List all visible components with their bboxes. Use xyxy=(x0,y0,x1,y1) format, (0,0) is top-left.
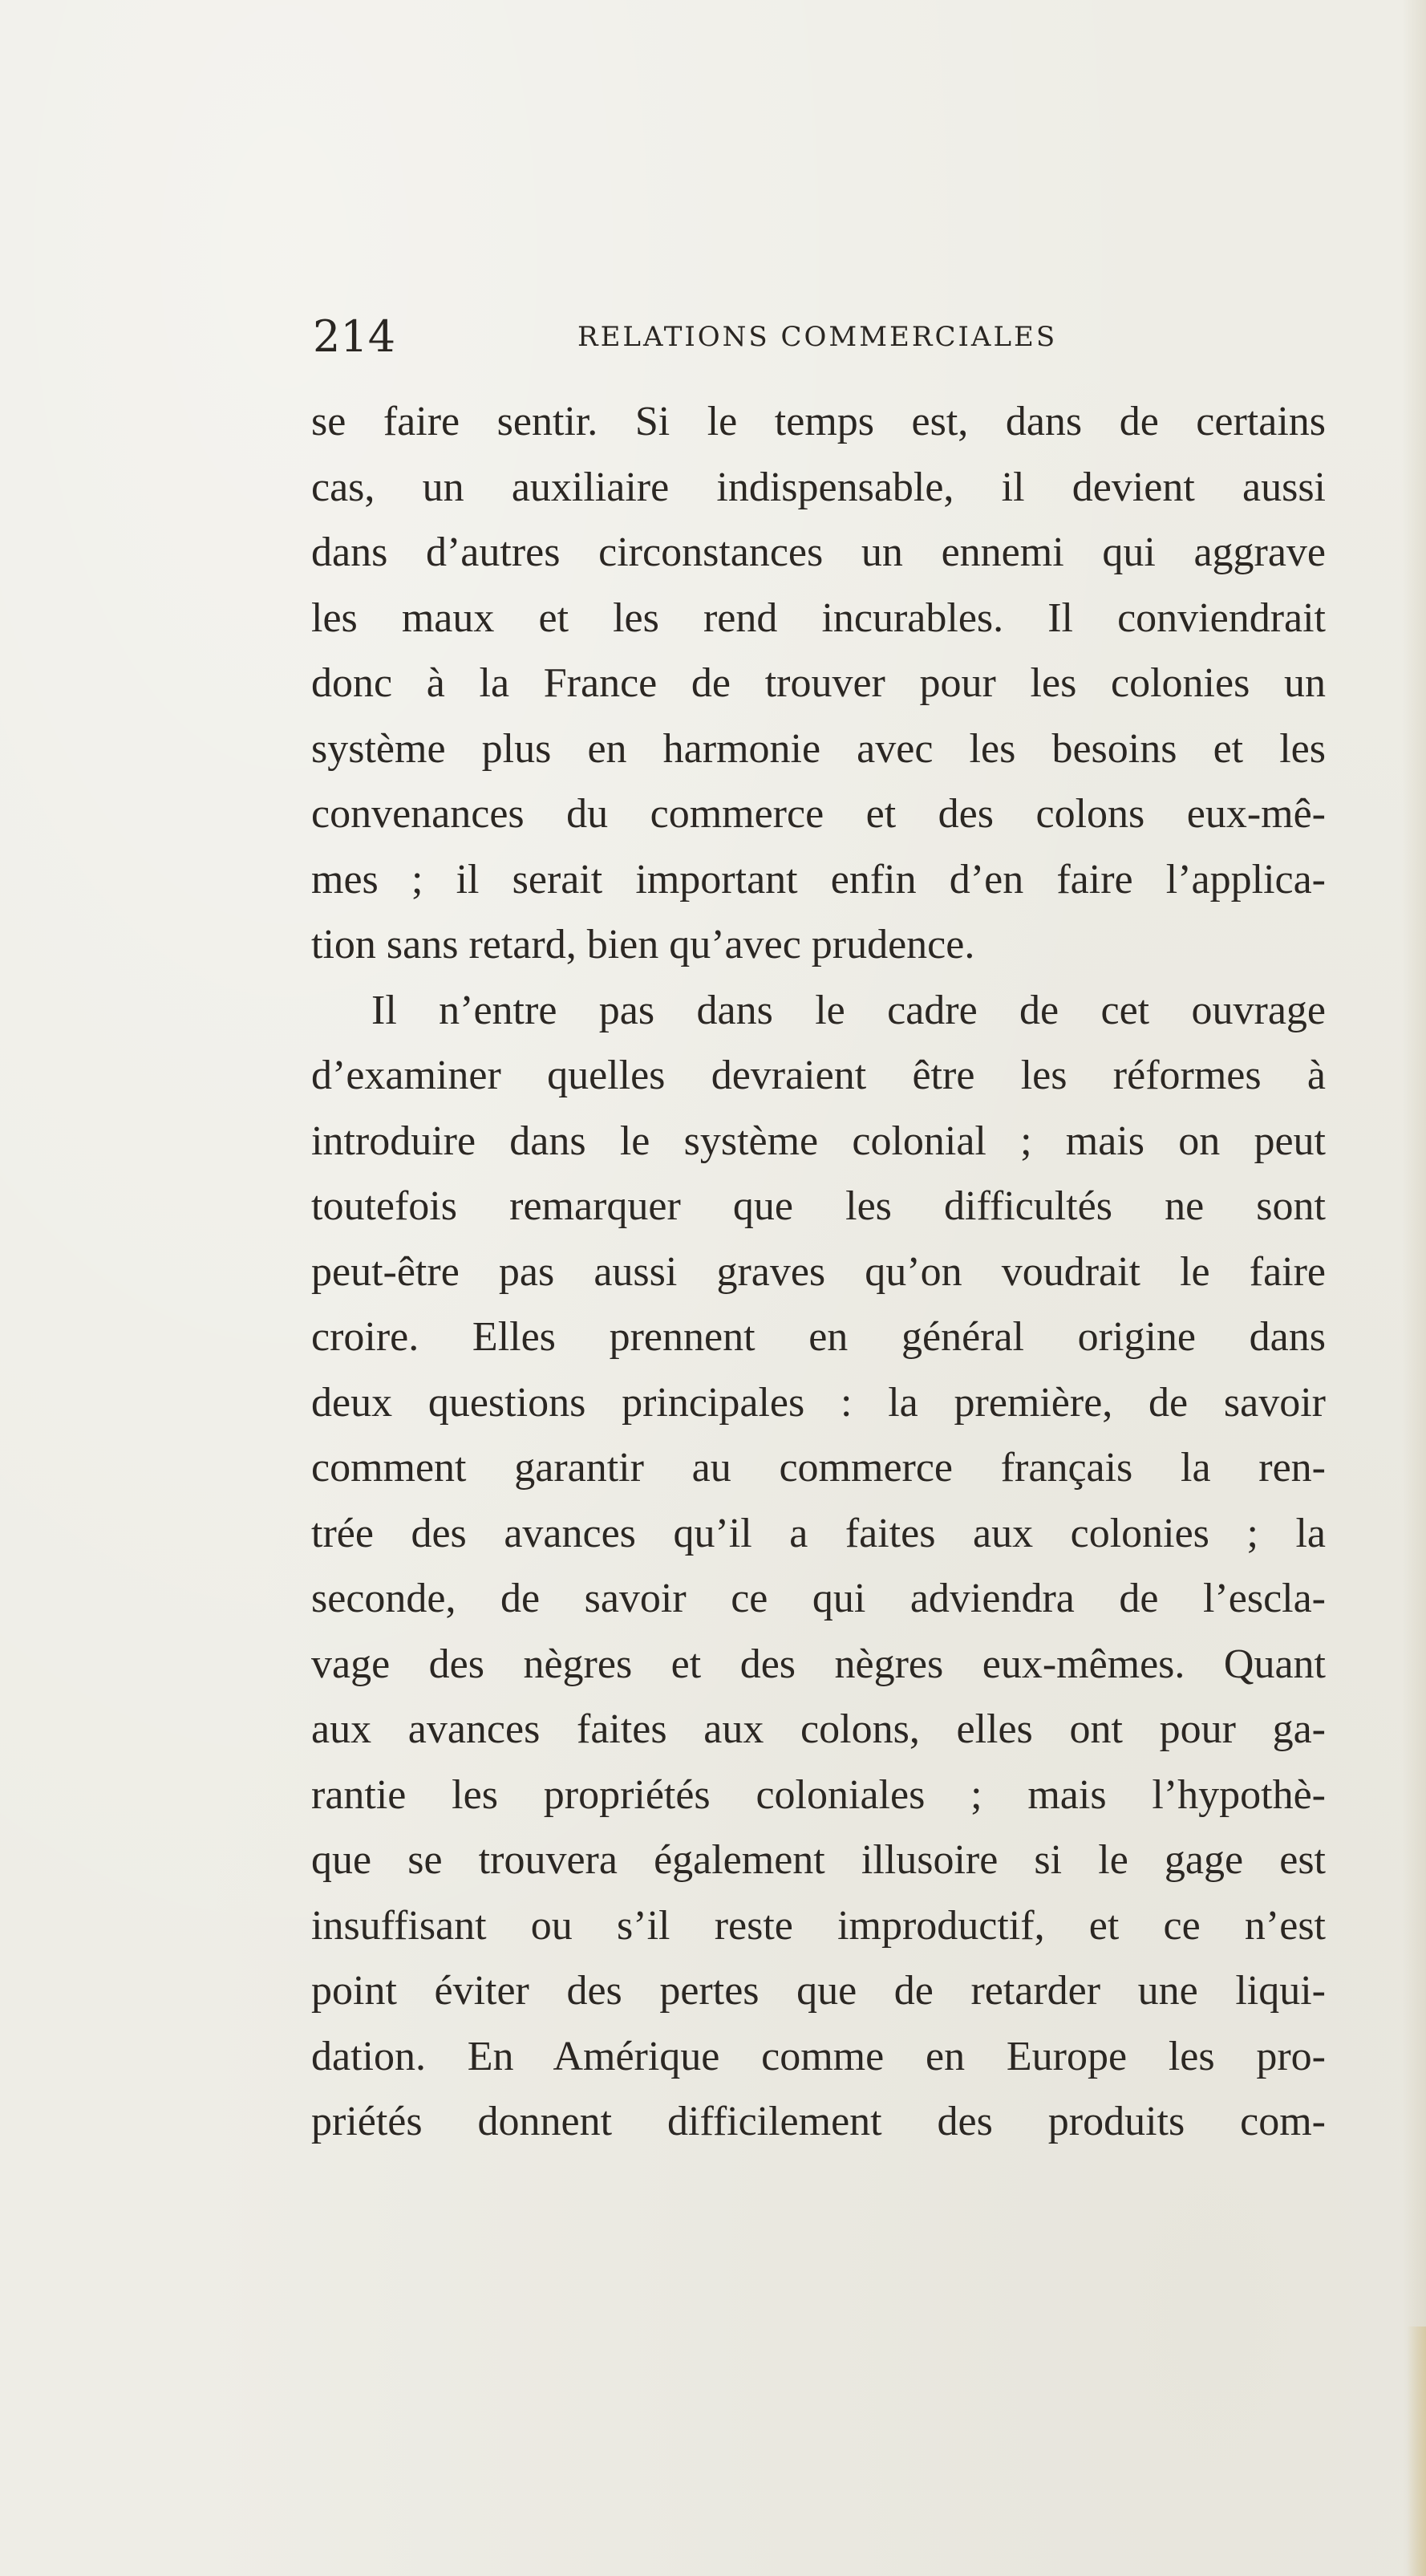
text-line: insuffisant ou s’il reste improductif, et ce n’est xyxy=(311,1902,1326,1949)
text-line: mes ; il serait important enfin d’en faire l’applica- xyxy=(311,856,1326,903)
text-line: d’examiner quelles devraient être les réformes à xyxy=(311,1053,1326,1098)
text-line: point éviter des pertes que de retarder une liqui- xyxy=(311,1968,1326,2014)
text-line: convenances du commerce et des colons eux-mê- xyxy=(311,791,1326,837)
text-line: dation. En Amérique comme en Europe les pro- xyxy=(311,2033,1326,2079)
text-line: trée des avances qu’il a faites aux colonies ; la xyxy=(311,1510,1326,1556)
text-line: toutefois remarquer que les difficultés ne sont xyxy=(311,1183,1326,1229)
text-line: que se trouvera également illusoire si le gage est xyxy=(311,1837,1326,1883)
text-line: peut-être pas aussi graves qu’on voudrait le faire xyxy=(311,1248,1326,1295)
text-line: tion sans retard, bien qu’avec prudence. xyxy=(311,922,975,968)
text-line: se faire sentir. Si le temps est, dans de certains xyxy=(311,399,1326,444)
page-header xyxy=(313,309,1075,365)
text-line: aux avances faites aux colons, elles ont pour ga- xyxy=(311,1706,1326,1752)
text-line: deux questions principales : la première, de savoir xyxy=(311,1379,1326,1426)
page-edge-shadow xyxy=(1402,0,1426,2576)
text-line: introduire dans le système colonial ; mais on peut xyxy=(311,1118,1326,1164)
text-line: Il n’entre pas dans le cadre de cet ouvrage xyxy=(371,987,1326,1033)
text-line: cas, un auxiliaire indispensable, il devient aussi xyxy=(311,464,1326,510)
text-line: les maux et les rend incurables. Il conviendrait xyxy=(311,594,1326,641)
text-line: système plus en harmonie avec les besoins et les xyxy=(311,725,1326,772)
text-line: donc à la France de trouver pour les colonies un xyxy=(311,660,1326,706)
text-line: dans d’autres circonstances un ennemi qui aggrave xyxy=(311,529,1326,575)
page-number: 214 xyxy=(313,311,396,362)
text-line: seconde, de savoir ce qui adviendra de l’escla- xyxy=(311,1576,1326,1621)
text-line: croire. Elles prennent en général origine dans xyxy=(311,1314,1326,1360)
text-line: comment garantir au commerce français la ren- xyxy=(311,1445,1326,1491)
text-line: vage des nègres et des nègres eux-mêmes. Quant xyxy=(311,1641,1326,1687)
running-title: RELATIONS COMMERCIALES xyxy=(577,321,1058,353)
text-line: priétés donnent difficilement des produits com- xyxy=(311,2099,1326,2144)
page-edge-stain xyxy=(1407,2327,1426,2576)
text-line: rantie les propriétés coloniales ; mais l’hypothè- xyxy=(311,1771,1326,1818)
body-text xyxy=(311,389,1326,2155)
